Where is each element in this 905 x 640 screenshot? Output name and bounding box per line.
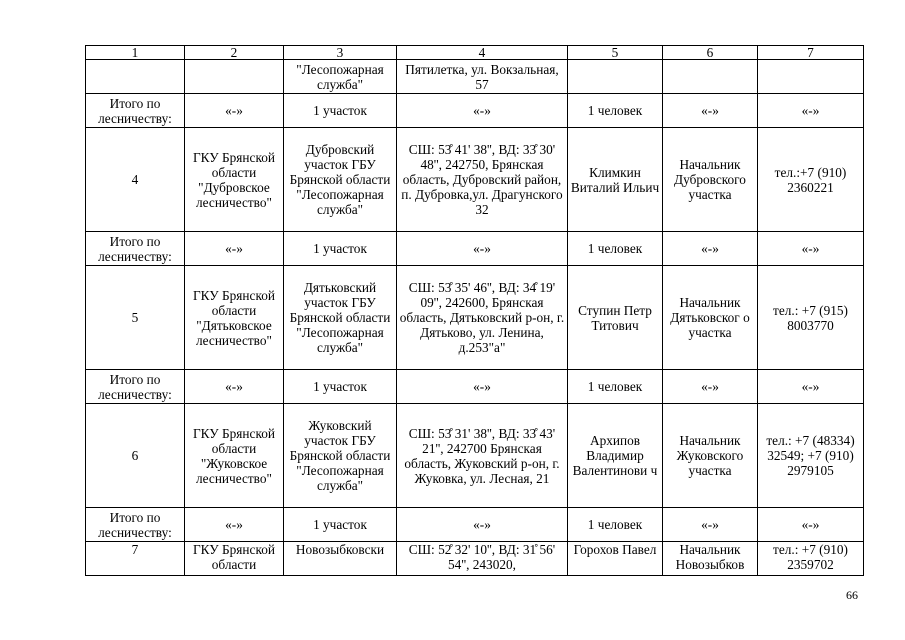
table-cell: ГКУ Брянской области "Жуковское лесничество" xyxy=(185,404,284,508)
table-cell xyxy=(86,60,185,94)
header-cell: 6 xyxy=(663,46,758,60)
table-cell: «-» xyxy=(758,94,864,128)
table-cell: СШ: 52̊ 32' 10'', ВД: 31̊ 56' 54'', 243020, xyxy=(397,542,568,576)
table-cell: ГКУ Брянской области xyxy=(185,542,284,576)
header-cell: 5 xyxy=(568,46,663,60)
table-cell: 5 xyxy=(86,266,185,370)
header-cell: 1 xyxy=(86,46,185,60)
table-cell: Климкин Виталий Ильич xyxy=(568,128,663,232)
table-cell xyxy=(663,60,758,94)
table-row xyxy=(86,128,864,232)
table-cell: «-» xyxy=(397,94,568,128)
table-cell: «-» xyxy=(185,232,284,266)
table-cell: 1 человек xyxy=(568,94,663,128)
table-cell xyxy=(185,60,284,94)
page-number: 66 xyxy=(846,588,858,602)
table-row xyxy=(86,542,864,576)
table-cell: «-» xyxy=(663,94,758,128)
table-cell: «-» xyxy=(663,370,758,404)
table-cell: СШ: 53̊ 35' 46'', ВД: 34̊ 19' 09'', 242600, Брянская область, Дятьковский р-он, г. Дятьково, ул. Ленина, д.253"а" xyxy=(397,266,568,370)
table-cell: Жуковский участок ГБУ Брянской области "Лесопожарная служба" xyxy=(284,404,397,508)
table-cell: 1 человек xyxy=(568,232,663,266)
header-cell: 4 xyxy=(397,46,568,60)
table-cell: Начальник Новозыбков xyxy=(663,542,758,576)
table-cell: Начальник Дубровского участка xyxy=(663,128,758,232)
header-cell: 7 xyxy=(758,46,864,60)
total-row xyxy=(86,508,864,542)
table-cell: СШ: 53̊ 41' 38'', ВД: 33̊ 30' 48'', 242750, Брянская область, Дубровский район, п. Дубровка,ул. Драгунского 32 xyxy=(397,128,568,232)
header-row xyxy=(86,46,864,60)
table-cell: «-» xyxy=(758,508,864,542)
table-cell: 1 участок xyxy=(284,94,397,128)
table-cell: Дубровский участок ГБУ Брянской области "Лесопожарная служба" xyxy=(284,128,397,232)
table-cell: 7 xyxy=(86,542,185,576)
table-cell: «-» xyxy=(758,370,864,404)
table-cell: тел.: +7 (48334) 32549; +7 (910) 2979105 xyxy=(758,404,864,508)
total-row xyxy=(86,232,864,266)
table-cell: 1 участок xyxy=(284,370,397,404)
table-cell: Итого по лесничеству: xyxy=(86,370,185,404)
table-cell: «-» xyxy=(185,508,284,542)
table-cell: 1 человек xyxy=(568,508,663,542)
table-cell: «-» xyxy=(397,232,568,266)
table-cell: 6 xyxy=(86,404,185,508)
header-cell: 3 xyxy=(284,46,397,60)
table-cell: «-» xyxy=(185,370,284,404)
table-cell: «-» xyxy=(397,370,568,404)
table-cell: «-» xyxy=(663,232,758,266)
table-cell: Новозыбковски xyxy=(284,542,397,576)
table-cell: Пятилетка, ул. Вокзальная, 57 xyxy=(397,60,568,94)
table-cell: Ступин Петр Титович xyxy=(568,266,663,370)
table-cell: Начальник Жуковского участка xyxy=(663,404,758,508)
table-row xyxy=(86,60,864,94)
table-cell: Итого по лесничеству: xyxy=(86,508,185,542)
total-row xyxy=(86,94,864,128)
table-cell: 1 человек xyxy=(568,370,663,404)
table-cell: 4 xyxy=(86,128,185,232)
table-cell: Архипов Владимир Валентинови ч xyxy=(568,404,663,508)
forestry-table xyxy=(85,45,864,576)
table-cell: 1 участок xyxy=(284,232,397,266)
table-cell: «-» xyxy=(185,94,284,128)
table-cell: тел.:+7 (910) 2360221 xyxy=(758,128,864,232)
table-cell: Итого по лесничеству: xyxy=(86,94,185,128)
table-cell: тел.: +7 (910) 2359702 xyxy=(758,542,864,576)
table-cell: «-» xyxy=(663,508,758,542)
table-cell: тел.: +7 (915) 8003770 xyxy=(758,266,864,370)
table-cell xyxy=(758,60,864,94)
table-cell: «-» xyxy=(758,232,864,266)
table-cell: Горохов Павел xyxy=(568,542,663,576)
table-cell xyxy=(568,60,663,94)
table-cell: Начальник Дятьковског о участка xyxy=(663,266,758,370)
table-cell: Дятьковский участок ГБУ Брянской области "Лесопожарная служба" xyxy=(284,266,397,370)
table-cell: 1 участок xyxy=(284,508,397,542)
table-cell: ГКУ Брянской области "Дятьковское лесничество" xyxy=(185,266,284,370)
table-cell: СШ: 53̊ 31' 38'', ВД: 33̊ 43' 21'', 242700 Брянская область, Жуковский р-он, г. Жуковка, ул. Лесная, 21 xyxy=(397,404,568,508)
table-row xyxy=(86,404,864,508)
table-cell: «-» xyxy=(397,508,568,542)
table-row xyxy=(86,266,864,370)
total-row xyxy=(86,370,864,404)
table-cell: ГКУ Брянской области "Дубровское лесничество" xyxy=(185,128,284,232)
table-cell: "Лесопожарная служба" xyxy=(284,60,397,94)
header-cell: 2 xyxy=(185,46,284,60)
table-cell: Итого по лесничеству: xyxy=(86,232,185,266)
